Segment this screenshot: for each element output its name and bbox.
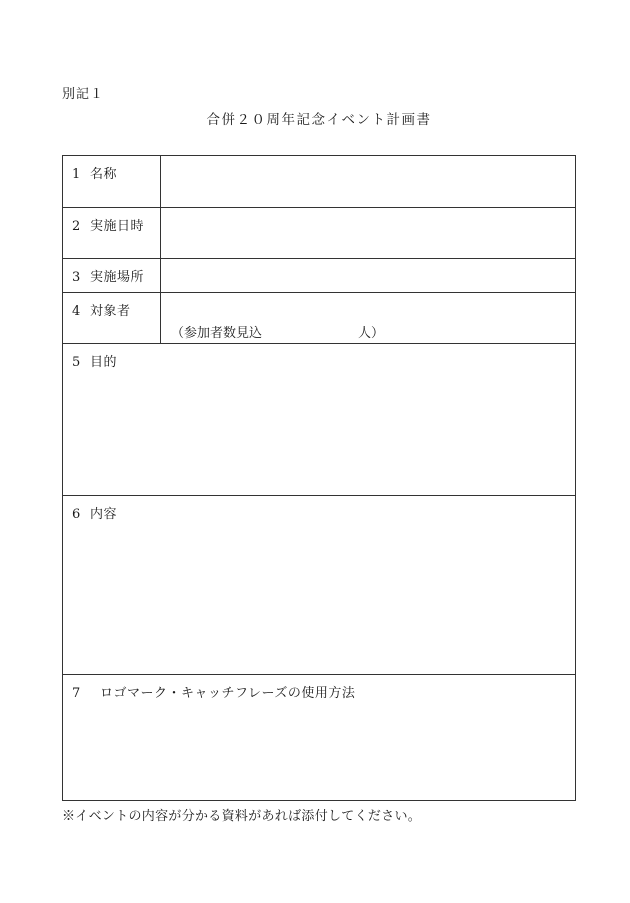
form-row-number: 1 — [72, 167, 81, 182]
form-row-logo-usage-label — [72, 682, 355, 701]
form-row-number: 2 — [72, 219, 81, 234]
purpose-field[interactable] — [63, 372, 575, 495]
form-row-content-label — [72, 503, 117, 522]
participants-estimate — [171, 322, 384, 341]
form-row-label: ロゴマーク・キャッチフレーズの使用方法 — [100, 686, 356, 701]
form-row-name-label — [72, 163, 117, 182]
logo-usage-field[interactable] — [63, 703, 575, 800]
form-row-label: 名称 — [90, 167, 118, 182]
venue-field[interactable] — [161, 259, 575, 292]
content-field[interactable] — [63, 524, 575, 674]
form-row-venue — [63, 259, 575, 293]
form-row-number: 3 — [72, 270, 81, 285]
participants-prefix: （参加者数見込 — [171, 326, 263, 341]
form-row-purpose-label — [72, 351, 117, 370]
form-row-logo-usage — [63, 675, 575, 800]
form-row-number: 6 — [72, 507, 81, 522]
audience-field[interactable] — [161, 293, 575, 343]
form-row-label: 実施場所 — [90, 270, 145, 285]
form-row-number: 7 — [72, 686, 81, 701]
page-title: 合併２０周年記念イベント計画書 — [206, 112, 432, 128]
form-row-venue-label — [72, 266, 144, 285]
datetime-field[interactable] — [161, 208, 575, 258]
form-row-content — [63, 496, 575, 675]
annex-label: 別記１ — [62, 87, 105, 102]
form-row-name — [63, 156, 575, 208]
form-row-audience — [63, 293, 575, 344]
form-row-label: 内容 — [90, 507, 118, 522]
attachment-note: ※イベントの内容が分かる資料があれば添付してください。 — [62, 809, 422, 824]
event-plan-form — [62, 155, 576, 801]
form-row-datetime — [63, 208, 575, 259]
form-row-label: 目的 — [90, 355, 118, 370]
form-row-purpose — [63, 344, 575, 496]
participants-suffix: 人） — [358, 326, 385, 341]
form-row-audience-label — [72, 300, 131, 319]
form-row-datetime-label — [72, 215, 144, 234]
form-row-number: 4 — [72, 304, 81, 319]
form-row-number: 5 — [72, 355, 81, 370]
name-field[interactable] — [161, 156, 575, 207]
form-row-label: 実施日時 — [90, 219, 145, 234]
form-row-label: 対象者 — [90, 304, 131, 319]
